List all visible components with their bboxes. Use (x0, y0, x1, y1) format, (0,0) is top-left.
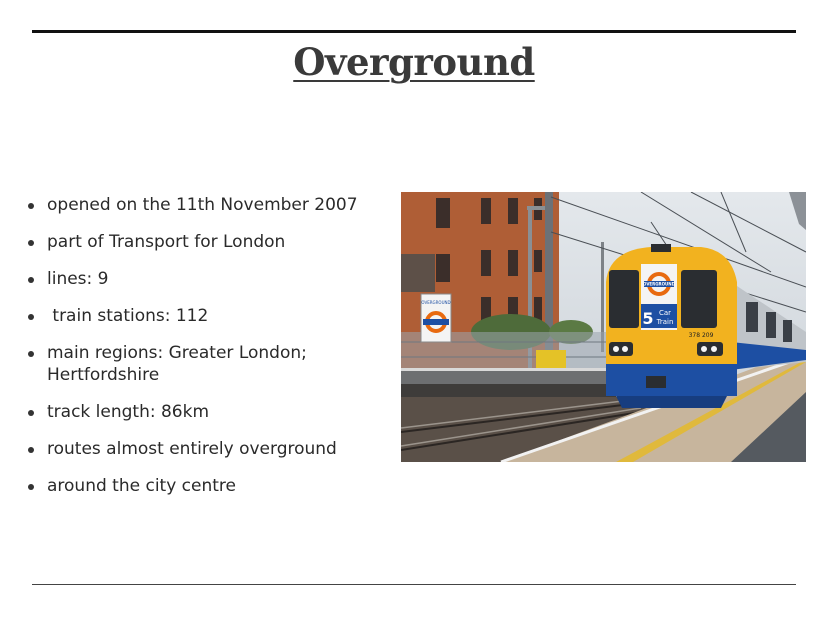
bullet-item: around the city centre (24, 475, 394, 497)
car-label-line1: Car (658, 309, 672, 317)
station-roundel-sign (421, 294, 451, 342)
bullet-dot-icon (28, 314, 34, 320)
left-platform (401, 370, 616, 384)
balcony (401, 254, 435, 292)
bullet-dot-icon (28, 203, 34, 209)
station-sign-text: OVERGROUND (421, 300, 451, 305)
bullet-item: track length: 86km (24, 401, 394, 423)
slide-title: Overground (293, 40, 535, 84)
bullet-dot-icon (28, 351, 34, 357)
overground-train-photo (401, 192, 806, 462)
bullet-dot-icon (28, 447, 34, 453)
bullet-item: train stations: 112 (24, 305, 394, 327)
car-label-line2: Train (656, 318, 674, 326)
top-rule (32, 30, 796, 33)
bullet-list (24, 194, 394, 512)
car-count: 5 (642, 309, 654, 328)
bullet-dot-icon (28, 410, 34, 416)
bullet-item: opened on the 11th November 2007 (24, 194, 394, 216)
yellow-bin (536, 350, 566, 368)
bottom-rule (32, 584, 796, 585)
bullet-dot-icon (28, 277, 34, 283)
unit-number: 378 209 (688, 332, 714, 339)
train-logo-text: OVERGROUND (643, 281, 675, 287)
bullet-item: part of Transport for London (24, 231, 394, 253)
bullet-item: main regions: Greater London; Hertfordshire (24, 342, 394, 386)
train-front (606, 244, 737, 408)
bullet-item: routes almost entirely overground (24, 438, 394, 460)
bullet-dot-icon (28, 240, 34, 246)
bullet-dot-icon (28, 484, 34, 490)
bullet-item: lines: 9 (24, 268, 394, 290)
